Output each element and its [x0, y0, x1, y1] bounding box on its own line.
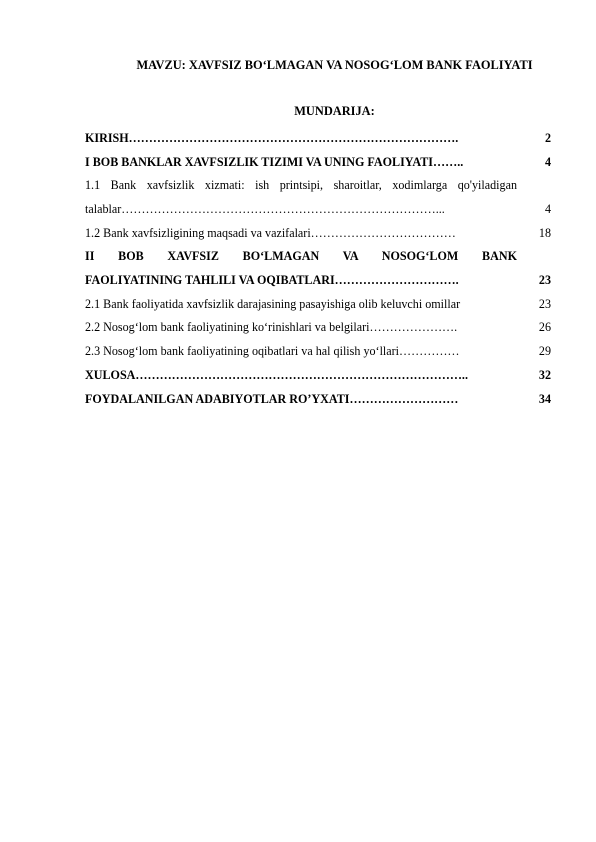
toc-entry-title: 1.1 Bank xavfsizlik xizmati: ish printsipi, sharoitlar, xodimlarga qo'yiladigan [85, 178, 517, 193]
toc-entry-page: 32 [538, 367, 551, 382]
toc-entry-page: 4 [544, 202, 551, 217]
toc-entry-page: 4 [544, 154, 551, 169]
toc-entry-xulosa [85, 364, 551, 388]
toc-entry-section-2-1 [85, 293, 551, 317]
toc-entry-title: II BOB XAVFSIZ BO‘LMAGAN VA NOSOG‘LOM BANK [85, 249, 517, 264]
toc-entry-title: 2.1 Bank faoliyatida xavfsizlik darajasining pasayishiga olib keluvchi omillar [85, 296, 461, 311]
toc-entry-title: 2.2 Nosog‘lom bank faoliyatining ko‘rinishlari va belgilari…………………. [85, 320, 458, 335]
toc-entry-chapter-2-line-1 [85, 245, 551, 269]
toc-entry-section-2-2 [85, 317, 551, 341]
toc-entry-title: I BOB BANKLAR XAVFSIZLIK TIZIMI VA UNING FAOLIYATI…….. [85, 154, 464, 169]
toc-entry-title: talablar……………………………………………………………………... [85, 202, 445, 217]
toc-entry-section-1-1-line-2 [85, 198, 551, 222]
table-of-contents-heading: MUNDARIJA: [294, 104, 375, 118]
document-topic-title: MAVZU: XAVFSIZ BO‘LMAGAN VA NOSOG‘LOM BANK FAOLIYATI [136, 58, 533, 72]
toc-entry-page: 2 [544, 130, 551, 145]
toc-entry-section-1-2 [85, 222, 551, 246]
toc-entry-title: FAOLIYATINING TAHLILI VA OQIBATLARI…………………………. [85, 273, 459, 288]
toc-entry-title: KIRISH………………………………………………………………………. [85, 130, 459, 145]
toc-entry-page: 34 [538, 391, 551, 406]
toc-entry-page: 23 [538, 273, 551, 288]
table-of-contents [85, 127, 551, 411]
toc-entry-title: 2.3 Nosog‘lom bank faoliyatining oqibatlari va hal qilish yo‘llari…………… [85, 344, 460, 359]
toc-entry-kirish [85, 127, 551, 151]
toc-entry-title: FOYDALANILGAN ADABIYOTLAR RO’YXATI……………………… [85, 391, 459, 406]
toc-entry-chapter-1 [85, 151, 551, 175]
toc-entry-references [85, 388, 551, 412]
toc-entry-section-1-1-line-1 [85, 174, 551, 198]
toc-entry-chapter-2-line-2 [85, 269, 551, 293]
toc-entry-page: 29 [538, 344, 551, 359]
toc-entry-title: 1.2 Bank xavfsizligining maqsadi va vazifalari……………………………… [85, 225, 456, 240]
toc-entry-title: XULOSA……………………………………………………………………….. [85, 367, 468, 382]
toc-entry-page: 18 [538, 225, 551, 240]
toc-entry-section-2-3 [85, 340, 551, 364]
toc-entry-page: 23 [538, 296, 551, 311]
toc-entry-page: 26 [538, 320, 551, 335]
